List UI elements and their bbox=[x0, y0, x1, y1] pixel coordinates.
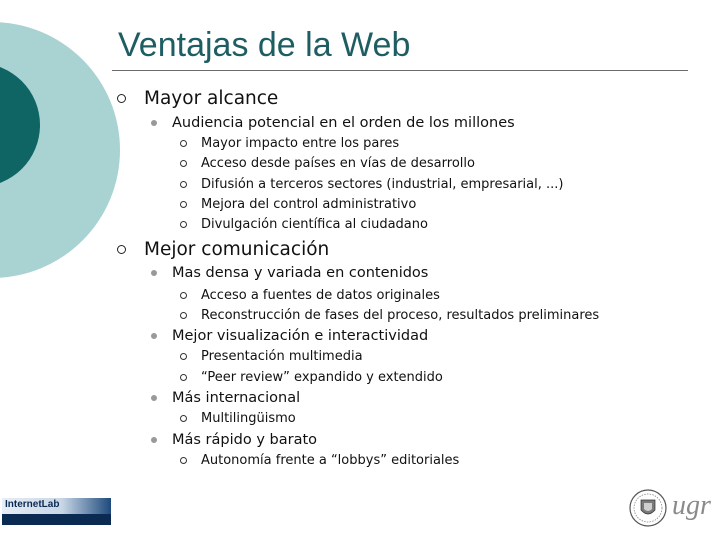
section-label: Mejor comunicación bbox=[144, 239, 330, 260]
list-subitem bbox=[180, 308, 599, 323]
bullet-ring-icon bbox=[180, 415, 187, 422]
subitem-label: Multilingüismo bbox=[201, 411, 296, 426]
bullet-ring-icon bbox=[180, 353, 187, 360]
item-label: Mas densa y variada en contenidos bbox=[172, 265, 429, 281]
list-subitem bbox=[180, 288, 440, 303]
section-mayor-alcance bbox=[117, 88, 278, 109]
bullet-ring-icon bbox=[180, 140, 187, 147]
subitem-label: Acceso a fuentes de datos originales bbox=[201, 288, 440, 303]
bullet-ring-icon bbox=[180, 160, 187, 167]
bullet-circle-icon bbox=[117, 94, 126, 103]
bullet-ring-icon bbox=[180, 312, 187, 319]
subitem-label: Mayor impacto entre los pares bbox=[201, 136, 400, 151]
subitem-label: Divulgación científica al ciudadano bbox=[201, 217, 428, 232]
list-subitem bbox=[180, 411, 296, 426]
subitem-label: Acceso desde países en vías de desarrollo bbox=[201, 156, 475, 171]
item-label: Más rápido y barato bbox=[172, 432, 318, 448]
bullet-dot-icon bbox=[151, 395, 157, 401]
bullet-ring-icon bbox=[180, 374, 187, 381]
list-item bbox=[151, 265, 428, 281]
subitem-label: “Peer review” expandido y extendido bbox=[201, 370, 443, 385]
subitem-label: Reconstrucción de fases del proceso, resultados preliminares bbox=[201, 308, 600, 323]
section-mejor-comunicacion bbox=[117, 239, 329, 260]
subitem-label: Mejora del control administrativo bbox=[201, 197, 417, 212]
slide-title: Ventajas de la Web bbox=[118, 26, 411, 64]
subitem-label: Presentación multimedia bbox=[201, 349, 363, 364]
list-subitem bbox=[180, 349, 363, 364]
list-subitem bbox=[180, 177, 563, 192]
list-item bbox=[151, 390, 300, 406]
bullet-ring-icon bbox=[180, 292, 187, 299]
bullet-ring-icon bbox=[180, 201, 187, 208]
list-item bbox=[151, 328, 428, 344]
bullet-dot-icon bbox=[151, 437, 157, 443]
bullet-ring-icon bbox=[180, 457, 187, 464]
bullet-dot-icon bbox=[151, 120, 157, 126]
list-subitem bbox=[180, 453, 459, 468]
list-subitem bbox=[180, 156, 475, 171]
item-label: Mejor visualización e interactividad bbox=[172, 328, 429, 344]
item-label: Más internacional bbox=[172, 390, 301, 406]
bullet-dot-icon bbox=[151, 333, 157, 339]
list-subitem bbox=[180, 136, 399, 151]
bullet-ring-icon bbox=[180, 221, 187, 228]
list-subitem bbox=[180, 370, 443, 385]
item-label: Audiencia potencial en el orden de los millones bbox=[172, 115, 515, 131]
bullet-dot-icon bbox=[151, 270, 157, 276]
subitem-label: Autonomía frente a “lobbys” editoriales bbox=[201, 453, 460, 468]
subitem-label: Difusión a terceros sectores (industrial, empresarial, ...) bbox=[201, 177, 564, 192]
bullet-circle-icon bbox=[117, 245, 126, 254]
university-seal-icon bbox=[628, 488, 668, 528]
list-item bbox=[151, 432, 317, 448]
list-subitem bbox=[180, 197, 416, 212]
bullet-ring-icon bbox=[180, 181, 187, 188]
ugr-logo-text: ugr bbox=[672, 490, 711, 521]
section-label: Mayor alcance bbox=[144, 88, 279, 109]
internetlab-logo-text: InternetLab bbox=[5, 499, 60, 510]
list-subitem bbox=[180, 217, 428, 232]
list-item bbox=[151, 115, 515, 131]
